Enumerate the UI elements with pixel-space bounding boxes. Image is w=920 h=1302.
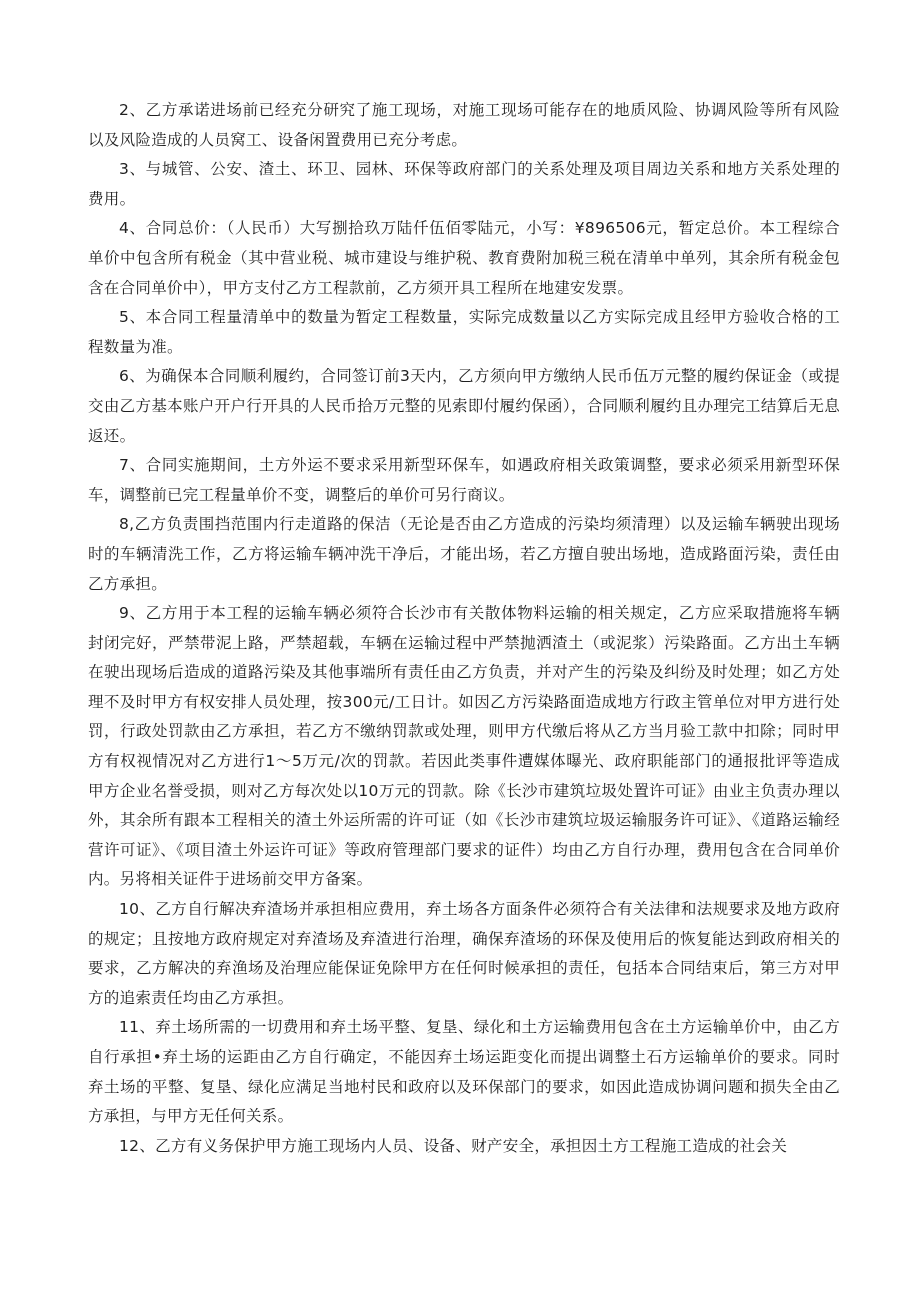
clause-2: 2、乙方承诺进场前已经充分研究了施工现场，对施工现场可能存在的地质风险、协调风险等所有风险以及风险造成的人员窝工、设备闲置费用已充分考虑。: [88, 101, 840, 149]
clause-5: 5、本合同工程量清单中的数量为暂定工程数量，实际完成数量以乙方实际完成且经甲方验收合格的工程数量为准。: [88, 308, 840, 356]
clause-11: 11、弃土场所需的一切费用和弃土场平整、复垦、绿化和土方运输费用包含在土方运输单价中，由乙方自行承担•弃土场的运距由乙方自行确定，不能因弃土场运距变化而提出调整土石方运输单价的要求。同时弃土场的平整、复垦、绿化应满足当地村民和政府以及环保部门的要求，如因此造成协调问题和损失全由乙方承担，与甲方无任何关系。: [88, 1018, 840, 1126]
document-body: [88, 96, 840, 1161]
clause-6: 6、为确保本合同顺利履约，合同签订前3天内，乙方须向甲方缴纳人民币伍万元整的履约保证金（或提交由乙方基本账户开户行开具的人民币拾万元整的见索即付履约保函），合同顺利履约且办理完工结算后无息返还。: [88, 367, 840, 445]
clause-12: 12、乙方有义务保护甲方施工现场内人员、设备、财产安全，承担因土方工程施工造成的社会关: [119, 1136, 788, 1155]
clause-8: 8,乙方负责围挡范围内行走道路的保洁（无论是否由乙方造成的污染均须清理）以及运输车辆驶出现场时的车辆清洗工作，乙方将运输车辆冲洗干净后，才能出场，若乙方擅自驶出场地，造成路面污染，责任由乙方承担。: [88, 515, 840, 593]
clause-3: 3、与城管、公安、渣土、环卫、园林、环保等政府部门的关系处理及项目周边关系和地方关系处理的费用。: [88, 160, 840, 208]
clause-4: 4、合同总价：（人民币）大写捌拾玖万陆仟伍佰零陆元，小写：¥896506元，暂定总价。本工程综合单价中包含所有税金（其中营业税、城市建设与维护税、教育费附加税三税在清单中单列，其余所有税金包含在合同单价中），甲方支付乙方工程款前，乙方须开具工程所在地建安发票。: [88, 219, 840, 297]
clause-7: 7、合同实施期间，土方外运不要求采用新型环保车，如遇政府相关政策调整，要求必须采用新型环保车，调整前已完工程量单价不变，调整后的单价可另行商议。: [88, 456, 840, 504]
clause-9: 9、乙方用于本工程的运输车辆必须符合长沙市有关散体物料运输的相关规定，乙方应采取措施将车辆封闭完好，严禁带泥上路，严禁超载，车辆在运输过程中严禁抛洒渣土（或泥浆）污染路面。乙方出土车辆在驶出现场后造成的道路污染及其他事端所有责任由乙方负责，并对产生的污染及纠纷及时处理；如乙方处理不及时甲方有权安排人员处理，按300元/工日计。如因乙方污染路面造成地方行政主管单位对甲方进行处罚，行政处罚款由乙方承担，若乙方不缴纳罚款或处理，则甲方代缴后将从乙方当月验工款中扣除；同时甲方有权视情况对乙方进行1～5万元/次的罚款。若因此类事件遭媒体曝光、政府职能部门的通报批评等造成甲方企业名誉受损，则对乙方每次处以10万元的罚款。除《长沙市建筑垃圾处置许可证》由业主负责办理以外，其余所有跟本工程相关的渣土外运所需的许可证（如《长沙市建筑垃圾运输服务许可证》、《道路运输经营许可证》、《项目渣土外运许可证》等政府管理部门要求的证件）均由乙方自行办理，费用包含在合同单价内。另将相关证件于进场前交甲方备案。: [88, 604, 840, 889]
clause-10: 10、乙方自行解决弃渣场并承担相应费用，弃土场各方面条件必须符合有关法律和法规要求及地方政府的规定；且按地方政府规定对弃渣场及弃渣进行治理，确保弃渣场的环保及使用后的恢复能达到政府相关的要求，乙方解决的弃渔场及治理应能保证免除甲方在任何时候承担的责任，包括本合同结束后，第三方对甲方的追索责任均由乙方承担。: [88, 900, 840, 1007]
